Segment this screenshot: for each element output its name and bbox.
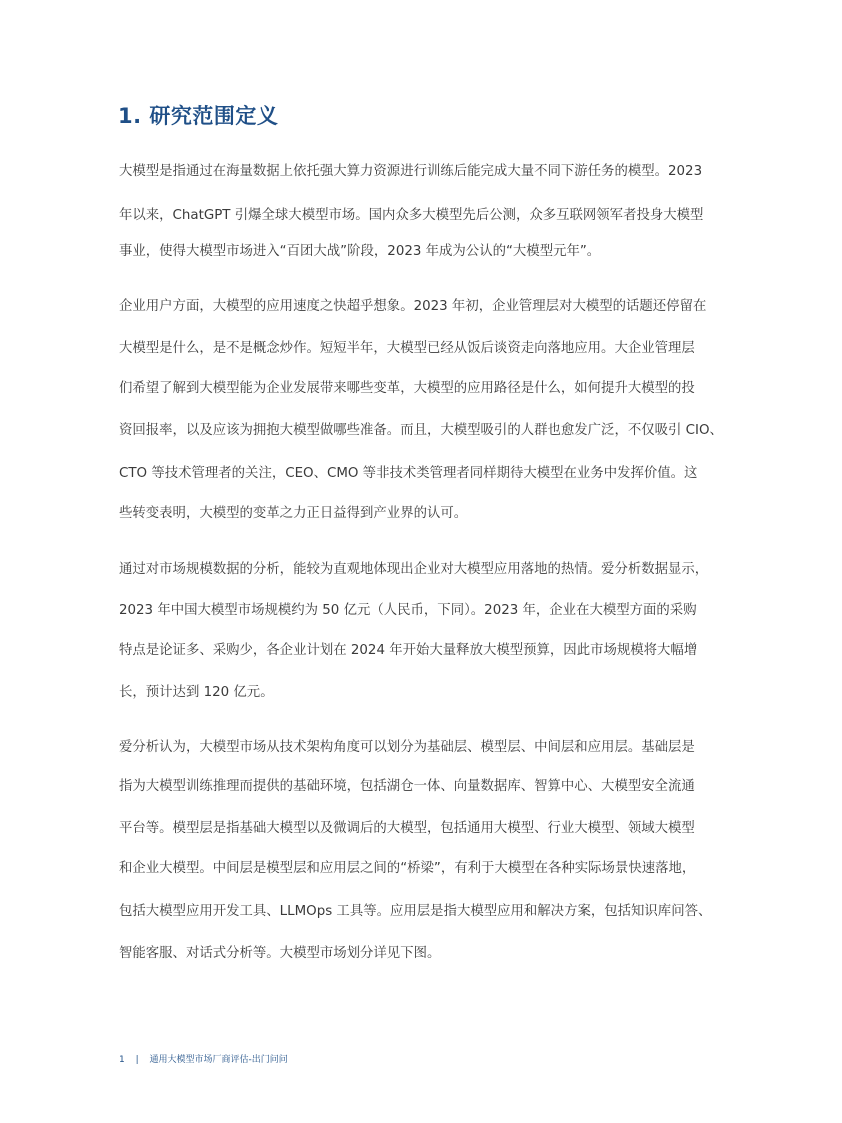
paragraph-2-line-5: CTO 等技术管理者的关注，CEO、CMO 等非技术类管理者同样期待大模型在业务中发挥价值。这: [119, 466, 698, 481]
paragraph-3-line-3: 特点是论证多、采购少，各企业计划在 2024 年开始大量释放大模型预算，因此市场规模将大幅增: [119, 643, 698, 658]
page-number: 1: [119, 1055, 125, 1065]
paragraph-1-line-2: 年以来，ChatGPT 引爆全球大模型市场。国内众多大模型先后公测，众多互联网领军者投身大模型: [119, 208, 704, 223]
paragraph-3-line-2: 2023 年中国大模型市场规模约为 50 亿元（人民币，下同）。2023 年，企业在大模型方面的采购: [119, 603, 697, 618]
page-footer: [119, 1052, 288, 1065]
paragraph-3-line-1: 通过对市场规模数据的分析，能较为直观地体现出企业对大模型应用落地的热情。爱分析数据显示，: [119, 562, 709, 577]
paragraph-4-line-6: 智能客服、对话式分析等。大模型市场划分详见下图。: [119, 946, 441, 961]
paragraph-1-line-3: 事业，使得大模型市场进入“百团大战”阶段，2023 年成为公认的“大模型元年”。: [119, 244, 601, 259]
footer-title: 通用大模型市场厂商评估-出门问问: [149, 1055, 288, 1065]
paragraph-2-line-6: 些转变表明，大模型的变革之力正日益得到产业界的认可。: [119, 506, 468, 521]
section-heading: 1. 研究范围定义: [118, 104, 279, 128]
paragraph-2-line-4: 资回报率，以及应该为拥抱大模型做哪些准备。而且，大模型吸引的人群也愈发广泛，不仅吸引 CIO、: [119, 423, 723, 438]
footer-separator: |: [135, 1055, 139, 1065]
paragraph-4-line-4: 和企业大模型。中间层是模型层和应用层之间的“桥梁”，有利于大模型在各种实际场景快速落地，: [119, 861, 696, 876]
paragraph-3-line-4: 长，预计达到 120 亿元。: [119, 685, 274, 700]
paragraph-1-line-1: 大模型是指通过在海量数据上依托强大算力资源进行训练后能完成大量不同下游任务的模型。2023: [119, 164, 703, 179]
paragraph-4-line-3: 平台等。模型层是指基础大模型以及微调后的大模型，包括通用大模型、行业大模型、领域大模型: [119, 821, 695, 836]
paragraph-2-line-3: 们希望了解到大模型能为企业发展带来哪些变革，大模型的应用路径是什么，如何提升大模型的投: [119, 381, 695, 396]
paragraph-2-line-1: 企业用户方面，大模型的应用速度之快超乎想象。2023 年初，企业管理层对大模型的话题还停留在: [119, 299, 707, 314]
paragraph-4-line-1: 爱分析认为，大模型市场从技术架构角度可以划分为基础层、模型层、中间层和应用层。基础层是: [119, 740, 695, 755]
paragraph-4-line-5: 包括大模型应用开发工具、LLMOps 工具等。应用层是指大模型应用和解决方案，包括知识库问答、: [119, 904, 712, 919]
paragraph-4-line-2: 指为大模型训练推理而提供的基础环境，包括湖仓一体、向量数据库、智算中心、大模型安全流通: [119, 779, 695, 794]
paragraph-2-line-2: 大模型是什么，是不是概念炒作。短短半年，大模型已经从饭后谈资走向落地应用。大企业管理层: [119, 341, 695, 356]
